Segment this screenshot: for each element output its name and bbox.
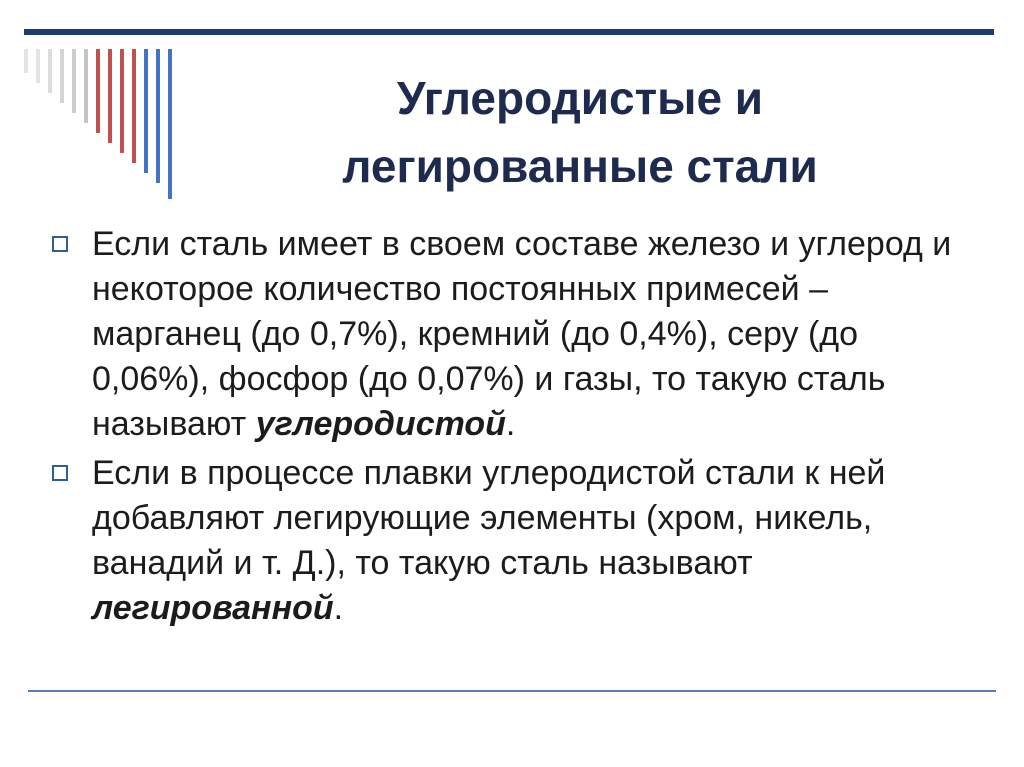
stripe — [36, 49, 40, 83]
square-bullet-icon — [52, 465, 68, 481]
stripe — [120, 49, 124, 153]
bullet-term: легированной — [92, 589, 334, 627]
bullet-text: Если сталь имеет в своем составе железо и углерод и некоторое количество постоянных примесей – марганец (до 0,7%), кремний (до 0,4%), серу (до 0,06%), фосфор (до 0,07%) и газы, то такую сталь называют — [92, 225, 952, 443]
bullet-end: . — [333, 589, 344, 627]
title-line: легированные стали — [342, 140, 818, 192]
square-bullet-icon — [52, 236, 68, 252]
stripe — [132, 49, 136, 163]
stripe — [60, 49, 64, 103]
bullet-text: Если в процессе плавки углеродистой стали к ней добавляют легирующие элементы (хром, никель, ванадий и т. Д.), то такую сталь называют — [92, 454, 886, 582]
stripe — [108, 49, 112, 143]
stripe — [24, 49, 28, 73]
bullet-item — [46, 451, 976, 631]
bottom-rule — [28, 690, 996, 692]
slide-content — [46, 222, 976, 635]
title-line: Углеродистые и — [396, 72, 764, 124]
stripe — [96, 49, 100, 133]
bullet-term: углеродистой — [255, 405, 506, 443]
stripe — [72, 49, 76, 113]
stripe — [48, 49, 52, 93]
decorative-stripes — [0, 0, 170, 200]
stripe — [84, 49, 88, 123]
slide-title — [170, 64, 990, 200]
stripe — [144, 49, 148, 173]
bullet-item — [46, 222, 976, 447]
stripe — [156, 49, 160, 183]
bullet-end: . — [505, 405, 516, 443]
